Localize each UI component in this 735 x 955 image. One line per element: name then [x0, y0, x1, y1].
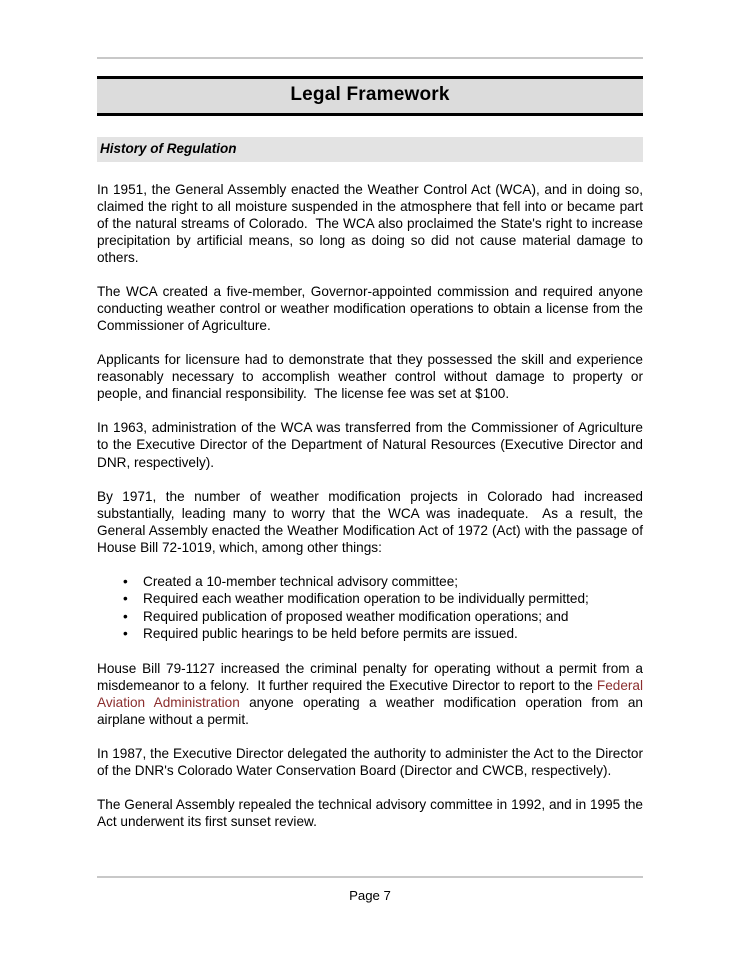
paragraph-sunset-review: The General Assembly repealed the technical advisory committee in 1992, and in 1995 the Act underwent its first sunset review. — [97, 796, 647, 829]
section-title-banner — [97, 76, 643, 116]
act-provisions-list — [97, 573, 643, 643]
list-item-label: Created a 10-member technical advisory committee; — [143, 573, 459, 589]
list-item — [97, 608, 643, 625]
bullet-icon: • — [123, 573, 128, 589]
paragraph-licensure: Applicants for licensure had to demonstrate that they possessed the skill and experience reasonably necessary to accomplish weather control without damage to property or people, and financial responsibility. The license fee was set at $100. — [97, 352, 647, 402]
bullet-icon: • — [123, 608, 128, 624]
list-item — [97, 625, 643, 642]
page-number: Page 7 — [349, 888, 391, 903]
header-divider — [97, 57, 643, 59]
body-text — [97, 181, 647, 830]
paragraph-wca-commission: The WCA created a five-member, Governor-appointed commission and required anyone conducting weather control or weather modification operations to obtain a license from the Commissioner of Agriculture. — [97, 284, 647, 334]
footer-divider — [97, 876, 643, 878]
list-item-label: Required publication of proposed weather modification operations; and — [143, 608, 569, 624]
paragraph-1963: In 1963, administration of the WCA was transferred from the Commissioner of Agriculture to the Executive Director of the Department of Natural Resources (Executive Director and DNR, respectively). — [97, 420, 647, 470]
tracked-edit-text: Federal Aviation Administration — [97, 677, 647, 710]
list-item — [97, 573, 643, 590]
subsection-heading: History of Regulation — [100, 140, 237, 156]
list-item — [97, 590, 643, 607]
list-item-label: Required each weather modification operation to be individually permitted; — [143, 591, 589, 607]
bullet-icon: • — [123, 591, 128, 607]
paragraph-1971: By 1971, the number of weather modification projects in Colorado had increased substantially, leading many to worry that the WCA was inadequate. As a result, the General Assembly enacted the Weather Modification Act of 1972 (Act) with the passage of House Bill 72-1019, which, among other things: — [97, 488, 647, 555]
paragraph-1987: In 1987, the Executive Director delegated the authority to administer the Act to the Director of the DNR's Colorado Water Conservation Board (Director and CWCB, respectively). — [97, 745, 647, 778]
subsection-heading-band — [97, 137, 643, 162]
page-title: Legal Framework — [290, 84, 450, 105]
document-content — [97, 0, 647, 830]
bullet-icon: • — [123, 626, 128, 642]
list-item-label: Required public hearings to be held before permits are issued. — [143, 626, 518, 642]
page-footer — [97, 876, 643, 904]
paragraph-text-after-edit: anyone operating a weather modification operation from an airplane without a permit. — [97, 694, 647, 727]
paragraph-text-before-edit: House Bill 79-1127 increased the criminal penalty for operating without a permit from a misdemeanor to a felony. It further required the Executive Director to report to the — [97, 660, 647, 693]
paragraph-1951: In 1951, the General Assembly enacted the Weather Control Act (WCA), and in doing so, claimed the right to all moisture suspended in the atmosphere that fell into or became part of the natural streams of Colorado. The WCA also proclaimed the State's right to increase precipitation by artificial means, so long as doing so did not cause material damage to others. — [97, 181, 647, 266]
paragraph-house-bill-79-1127 — [97, 660, 647, 728]
